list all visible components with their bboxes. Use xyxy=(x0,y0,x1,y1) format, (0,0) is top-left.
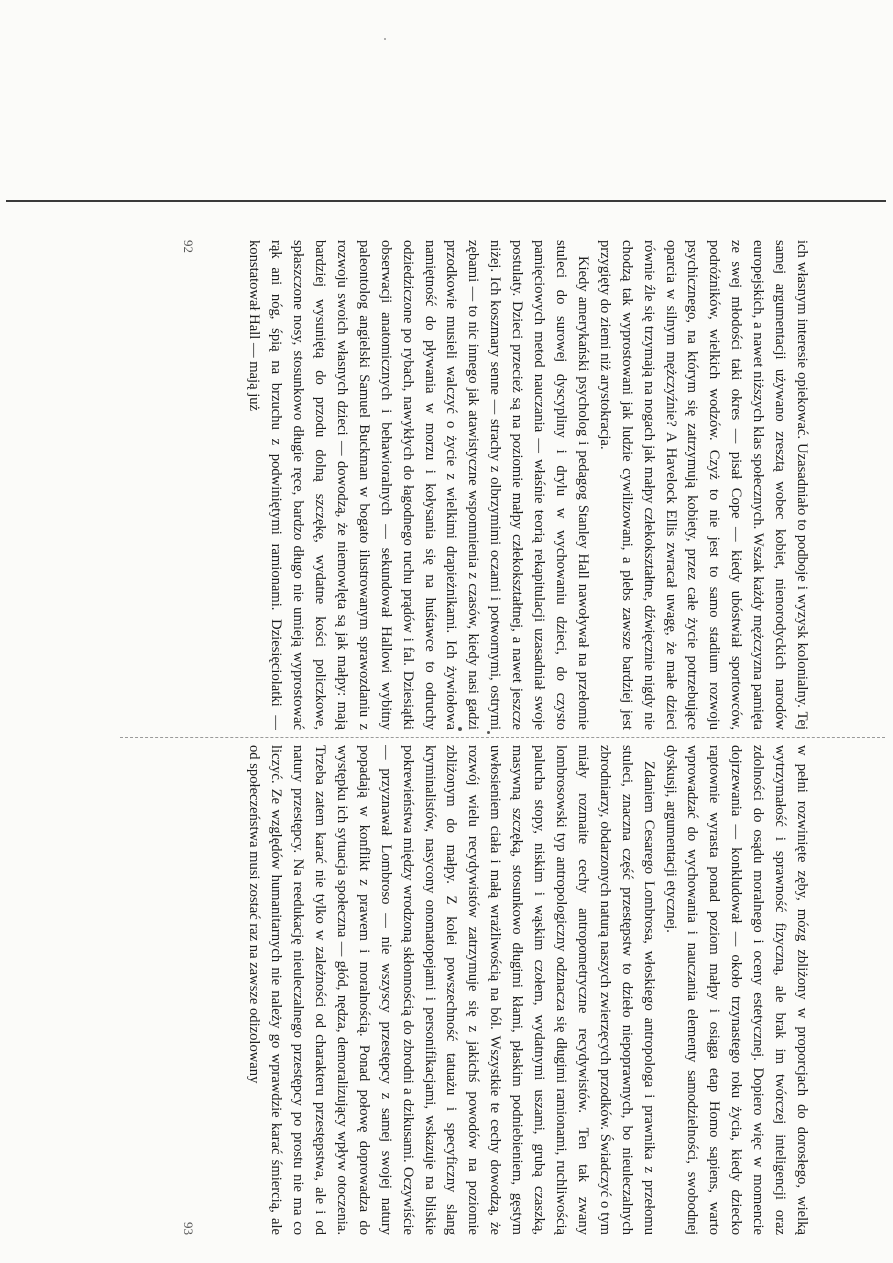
scan-speck xyxy=(487,731,490,734)
page-edge-rule xyxy=(6,200,886,202)
right-page-text xyxy=(202,745,812,1235)
left-page-text xyxy=(202,240,812,730)
scan-speck xyxy=(384,38,386,40)
right-paragraph-1: w pełni rozwinięte zęby, mózg zbliżony w proporcjach do dorosłego, wielką wytrzymałość i sprawność fizyczną, ale brak im twórczej inteligencji oraz zdolności do osądu moralnego i oceny estetycznej. Dopiero więc w momencie dojrzewania — konkludował — około trzynastego roku życia, kiedy dziecko raptownie wyrasta ponad poziom małpy i osiąga etap Homo sapiens, warto wprowadzać do wychowania i nauczania elementy samodzielności, swobodnej dyskusji, argumentacji etycznej. xyxy=(662,745,810,1235)
left-page xyxy=(172,240,812,730)
left-paragraph-2: Kiedy amerykański psycholog i pedagog Stanley Hall nawoływał na przełomie stuleci do surowej dyscypliny i drylu w wychowaniu dzieci, do czysto pamięciowych metod nauczania — właśnie teorią rekapitulacji uzasadniał swoje postulaty. Dzieci przecież są na poziomie małpy człekokształtnej, a nawet jeszcze niżej. Ich koszmary senne — strachy z olbrzymimi oczami i potwornymi, ostrymi zębami — to nic innego jak atawistyczne wspomnienia z czasów, kiedy nasi gadzi przodkowie musieli walczyć o życie z wielkimi drapieżnikami. Ich żywiołowa namiętność do pływania w morzu i kołysania się na huśtawce to odruchy odziedziczone po rybach, nawykłych do łagodnego ruchu prądów i fal. Dziesiątki obserwacji anatomicznych i behawioralnych — sekundował Hallowi wybitny paleontolog angielski Samuel Buckman w bogato ilustrowanym sprawozdaniu z rozwoju swoich własnych dzieci — dowodzą, że niemowlęta są jak małpy: mają bardziej wysuniętą do przodu dolną szczękę, wydatne kości policzkowe, spłaszczone nosy, stosunkowo długie ręce, bardzo długo nie umieją wyprostować rąk ani nóg, śpią na brzuchu z podwiniętymi ramionami. Dziesięciolatki — konstatował Hall — mają już xyxy=(246,240,591,730)
right-page xyxy=(172,745,812,1235)
page-number-right: 93 xyxy=(181,1222,196,1235)
right-paragraph-2: Zdaniem Cesarego Lombrosa, włoskiego antropologa i prawnika z przełomu stuleci, znaczna część przestępstw to dzieło niepoprawnych, bo nieuleczalnych zbrodniarzy, obdarzonych naturą naszych zwierzęcych przodków. Świadczyć o tym miały rozmaite cechy antropometryczne recydywistów. Ten tak zwany lombrosowski typ antropologiczny odznacza się długimi ramionami, ruchliwością palucha stopy, niskim i wąskim czołem, wydatnymi uszami, grubą czaszką, masywną szczęką, stosunkowo długimi kłami, płaskim podniebieniem, gęstym uwłosieniem ciała i małą wrażliwością na ból. Wszystkie te cechy dowodzą, że rozwój wielu recydywistów zatrzymuje się z jakichś powodów na poziomie zbliżonym do małpy. Z kolei powszechność tatuażu i specyficzny slang kryminalistów, nasycony onomatopejami i personifikacjami, wskazuje na bliskie pokrewieństwa między wrodzoną skłonnością do zbrodni a dzikusami. Oczywiście — przyznawał Lombroso — nie wszyscy przestępcy z samej swojej natury popadają w konflikt z prawem i moralnością. Ponad połowę doprowadza do występku ich sytuacja społeczna — głód, nędza, demoralizujący wpływ otoczenia. Trzeba zatem karać nie tylko w zależności od charakteru przestępstwa, ale i od natury przestępcy. Na reedukację nieuleczalnego przestępcy po prostu nie ma co liczyć. Ze względów humanitarnych nie należy go wprawdzie karać śmiercią, ale od społeczeństwa musi zostać raz na zawsze odizolowany xyxy=(246,745,657,1235)
gutter-rule xyxy=(120,737,885,739)
left-paragraph-1: ich własnym interesie opiekować. Uzasadniało to podboje i wyzysk kolonialny. Tej samej argumentacji używano zresztą wobec kobiet, nienorodyckich narodów europejskich, a nawet niższych klas społecznych. Wszak każdy mężczyzna pamięta ze swej młodości taki okres — pisał Cope — kiedy ubóstwiał sportowców, podróżników, wielkich wodzów. Czyż to nie jest to samo stadium rozwoju psychicznego, na którym się zatrzymują kobiety, przez całe życie potrzebujące oparcia w silnym mężczyźnie? A Havelock Ellis zwracał uwagę, że małe dzieci równie źle się trzymają na nogach jak małpy człekokształtne, dźwięcznie nigdy nie chodzą tak wyprostowani jak ludzie cywilizowani, a plebs zawsze bardziej jest przygięty do ziemi niż arystokracja. xyxy=(596,240,810,730)
page-number-left: 92 xyxy=(181,240,196,253)
